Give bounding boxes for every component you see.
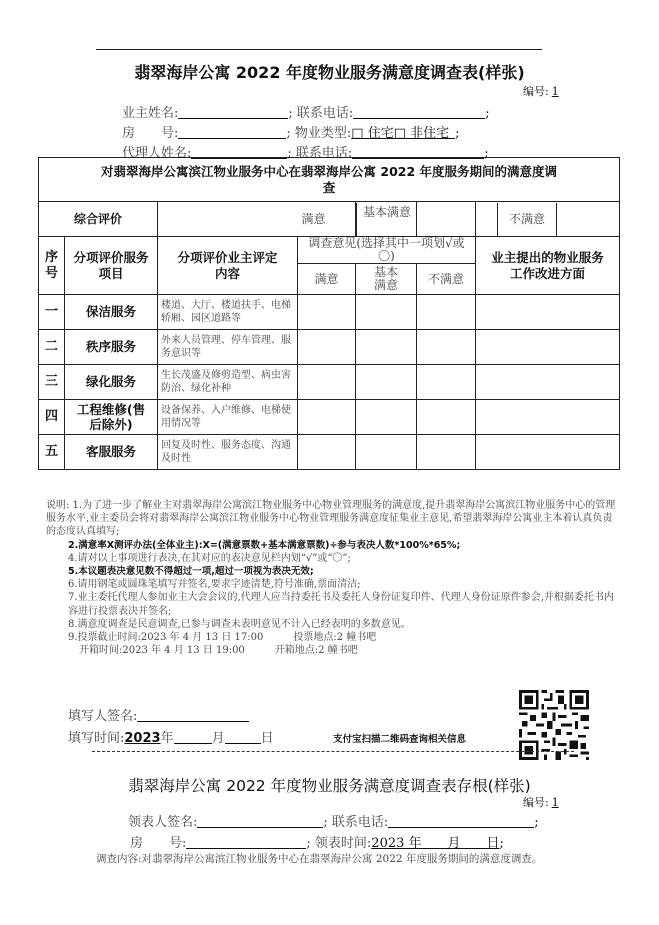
note-6: 6.请用钢笔或圆珠笔填写并签名,要求字迹清楚,符号准确,票面清洁;: [68, 579, 361, 591]
col-content: 分项评价业主评定内容: [158, 237, 298, 295]
col-basic: 基本满意: [356, 264, 417, 295]
row-number: 三: [39, 365, 65, 400]
row-number: 四: [39, 400, 65, 435]
unsatisfied-cell[interactable]: [417, 330, 476, 365]
row-content: 设备保养、入户维修、电梯使用情况等: [158, 400, 298, 435]
col-item: 分项评价服务项目: [65, 237, 158, 295]
row-item: 客服服务: [65, 435, 158, 470]
stub-phone-field[interactable]: [388, 814, 534, 828]
stub-title: 翡翠海岸公寓 2022 年度物业服务满意度调查表存根(样张): [128, 777, 531, 795]
overall-unsatisfied-label: 不满意: [476, 202, 620, 237]
room-line: 房 号: ; 物业类型:□ 住宅□ 非住宅 ;: [122, 126, 460, 141]
table-heading: 对翡翠海岸公寓滨江物业服务中心在翡翠海岸公寓 2022 年度服务期间的满意度调查: [39, 158, 620, 202]
row-number: 一: [39, 295, 65, 330]
note-4: 4.请对以上事项进行表决,在其对应的表决意见栏内划“√”或“〇”;: [68, 552, 351, 564]
stub-time-value: 2023 年 月 日: [371, 836, 500, 851]
row-content: 楼道、大厅、楼道扶手、电梯轿厢、园区道路等: [158, 295, 298, 330]
row-item: 秩序服务: [65, 330, 158, 365]
overall-basic-label: 基本满意: [356, 202, 417, 237]
stub-number: 编号: 1: [523, 794, 562, 810]
row-number: 五: [39, 435, 65, 470]
notes: [48, 499, 618, 657]
overall-label: 综合评价: [39, 202, 158, 237]
suggestion-cell[interactable]: [476, 400, 620, 435]
suggestion-cell[interactable]: [476, 435, 620, 470]
top-rule: [96, 49, 542, 50]
row-item: 绿化服务: [65, 365, 158, 400]
col-satisfied: 满意: [298, 264, 356, 295]
satisfied-cell[interactable]: [298, 435, 356, 470]
satisfied-cell[interactable]: [298, 330, 356, 365]
unsatisfied-cell[interactable]: [417, 365, 476, 400]
overall-basic-box[interactable]: [417, 202, 476, 237]
fill-time-line: 填写时间:2023年 月 日: [68, 731, 274, 746]
suggestion-cell[interactable]: [476, 295, 620, 330]
owner-phone-field[interactable]: [353, 105, 485, 119]
note-1: 说明: 1.为了进一步了解业主对翡翠海岸公寓滨江物业服务中心物业管理服务的满意度,提升翡翠海岸公寓滨江物业服务中心的管理服务水平,业主委员会将对翡翠海岸公寓滨江物业服务中心物业管理服务满意度征集业主意见,希望翡翠海岸公寓业主本着认真负责的态度认真填写;: [46, 500, 616, 538]
unsatisfied-cell[interactable]: [417, 435, 476, 470]
table-row: [39, 295, 620, 330]
qr-caption: 支付宝扫描二维码查询相关信息: [333, 734, 467, 745]
form-title: 翡翠海岸公寓 2022 年度物业服务满意度调查表(样张): [134, 63, 525, 82]
form-number: 编号: 1: [523, 83, 562, 99]
unsatisfied-cell[interactable]: [417, 400, 476, 435]
row-item: 保洁服务: [65, 295, 158, 330]
table-row: [39, 330, 620, 365]
stub-room-line: 房 号: ; 领表时间:2023 年 月 日;: [130, 836, 504, 851]
table-row: [39, 400, 620, 435]
basic-cell[interactable]: [356, 400, 417, 435]
signer-field[interactable]: [137, 708, 249, 722]
form-number-value: 1: [551, 85, 559, 98]
cut-line: [92, 751, 574, 752]
owner-line: 业主姓名: ; 联系电话: ;: [122, 106, 490, 121]
fill-month-field[interactable]: [174, 730, 212, 744]
note-7: 7.业主委托代理人参加业主大会会议的,代理人应当持委托书及委托人身份证复印件、代理人身份证原件参会,并根据委托书内容进行投票表决并签名;: [68, 592, 614, 617]
unsatisfied-cell[interactable]: [417, 295, 476, 330]
satisfied-cell[interactable]: [298, 400, 356, 435]
row-number: 二: [39, 330, 65, 365]
note-9-deadline: 9.投票截止时间:2023 年 4 月 13 日 17:00 投票地点:2 幢书吧: [68, 632, 377, 644]
col-suggestion: 业主提出的物业服务工作改进方面: [476, 237, 620, 295]
fill-day-field[interactable]: [225, 730, 261, 744]
table-row: [39, 365, 620, 400]
col-opinion: 调查意见(选择其中一项划√或〇): [298, 237, 476, 264]
row-content: 回复及时性、服务态度、沟通及时性: [158, 435, 298, 470]
row-item: 工程维修(售后除外): [65, 400, 158, 435]
basic-cell[interactable]: [356, 295, 417, 330]
agent-line: 代理人姓名: ; 联系电话: ;: [122, 146, 489, 161]
suggestion-cell[interactable]: [476, 330, 620, 365]
basic-cell[interactable]: [356, 365, 417, 400]
stub-receiver-line: 领表人签名: ; 联系电话: ;: [128, 815, 539, 830]
fill-year: 2023: [124, 731, 161, 746]
survey-table: [38, 157, 620, 470]
basic-cell[interactable]: [356, 330, 417, 365]
satisfied-cell[interactable]: [298, 365, 356, 400]
suggestion-cell[interactable]: [476, 365, 620, 400]
note-9-opening: 开箱时间:2023 年 4 月 13 日 19:00 开箱地点:2 幢书吧: [79, 645, 358, 657]
table-row: [39, 435, 620, 470]
stub-content: 调查内容:对翡翠海岸公寓滨江物业服务中心在翡翠海岸公寓 2022 年度服务期间的满意度调查。: [96, 853, 543, 865]
overall-row: [39, 202, 620, 237]
owner-name-field[interactable]: [178, 105, 288, 119]
stub-receiver-field[interactable]: [197, 814, 323, 828]
qr-code-icon: [519, 690, 589, 760]
satisfied-cell[interactable]: [298, 295, 356, 330]
note-2: 2.满意率X测评办法(全体业主):X=(满意票数+基本满意票数)÷参与表决人数*100%*65%;: [68, 539, 461, 551]
row-content: 生长茂盛及修剪造型、病虫害防治、绿化补种: [158, 365, 298, 400]
signer-line: 填写人签名:: [68, 705, 249, 724]
stub-room-field[interactable]: [186, 835, 306, 849]
note-5: 5.本议题表决意见数不得超过一项,超过一项视为表决无效;: [68, 566, 314, 578]
col-unsatisfied: 不满意: [417, 264, 476, 295]
property-type-options[interactable]: □ 住宅□ 非住宅: [351, 126, 450, 141]
basic-cell[interactable]: [356, 435, 417, 470]
col-index: 序号: [39, 237, 65, 295]
row-content: 外来人员管理、停车管理、服务意识等: [158, 330, 298, 365]
room-field[interactable]: [178, 125, 286, 139]
stub-number-value: 1: [551, 796, 559, 809]
note-8: 8.满意度调查是民意调查,已参与调查未表明意见不计入已经表明的多数意见。: [68, 618, 411, 630]
overall-satisfied-label: 满意: [298, 202, 356, 237]
